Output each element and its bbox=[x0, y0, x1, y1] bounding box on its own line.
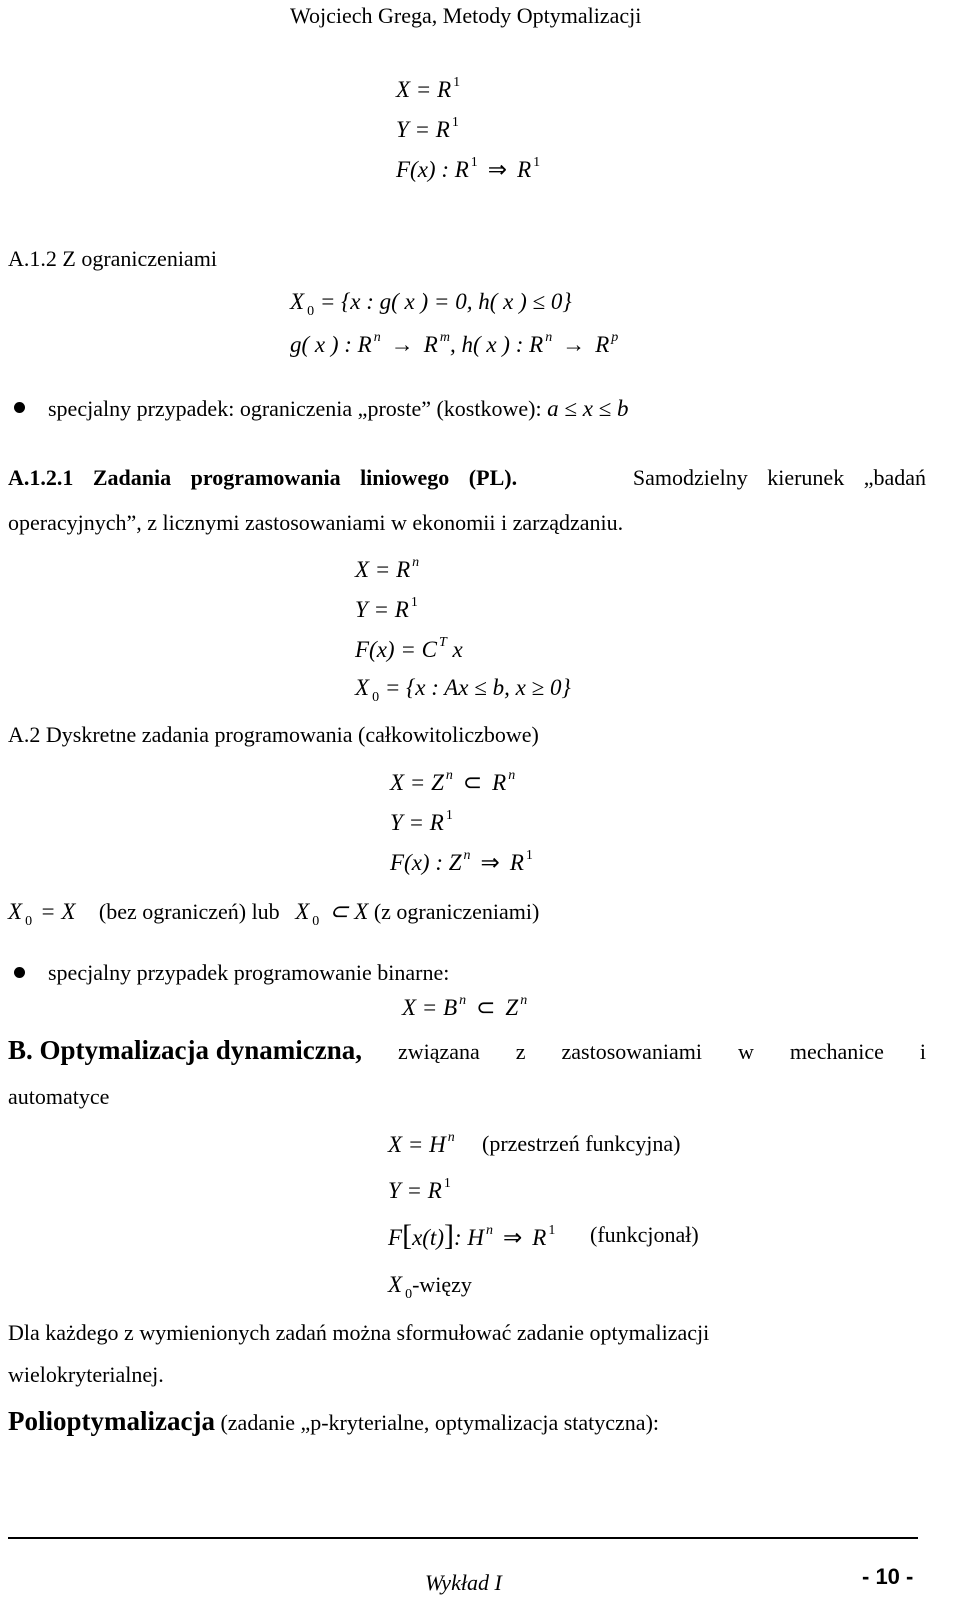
para-multi-line2: wielokryterialnej. bbox=[8, 1362, 164, 1387]
equation-f-mapping: F(x) : R $^1$ ⇒ R $^1$ bbox=[396, 155, 541, 182]
note-function-space: (przestrzeń funkcyjna) bbox=[482, 1131, 681, 1156]
equation-y-r1-disc: Y = R $^1$ bbox=[390, 808, 453, 835]
section-a121-line1 bbox=[8, 467, 926, 489]
equation-x-zn: X = Z $^n$ ⊂ R $^n$ bbox=[390, 768, 516, 795]
bullet-box-constraints: specjalny przypadek: ograniczenia „proste” (kostkowe): a ≤ x ≤ b bbox=[48, 396, 629, 421]
section-b-word: w bbox=[737, 1039, 754, 1064]
section-a121-line2: operacyjnych”, z licznymi zastosowaniami w ekonomii i zarządzaniu. bbox=[8, 510, 624, 535]
equation-binary: X = B $^n$ ⊂ Z $^n$ bbox=[402, 993, 528, 1020]
equation-f-zn: F(x) : Z $^n$ ⇒ R $^1$ bbox=[390, 848, 533, 875]
equation-x-rn: X = R $^n$ bbox=[355, 555, 420, 582]
note-functional: (funkcjonał) bbox=[590, 1222, 699, 1247]
equation-f-ctx: F(x) = C $^T$ x bbox=[355, 635, 463, 662]
section-b-word: mechanice bbox=[789, 1039, 884, 1064]
equation-y-r1-pl: Y = R $^1$ bbox=[355, 595, 418, 622]
section-b-word: i bbox=[919, 1039, 926, 1064]
section-b-word: zastosowaniami bbox=[561, 1039, 703, 1064]
footer-page-number: - 10 - bbox=[862, 1564, 914, 1589]
para-multi-line1: Dla każdego z wymienionych zadań można sformułować zadanie optymalizacji bbox=[8, 1320, 710, 1345]
bullet-binary: specjalny przypadek programowanie binarne: bbox=[48, 960, 450, 985]
section-b-word: związana bbox=[397, 1039, 480, 1064]
section-a121-title: A.1.2.1 Zadania programowania liniowego (PL). bbox=[8, 465, 518, 490]
equation-x-hn: X = H $^n$ bbox=[388, 1130, 455, 1157]
constraints-line: X $_0$ = X (bez ograniczeń) lub X $_0$ ⊂ X (z ograniczeniami) bbox=[8, 899, 540, 929]
equation-g-h-mapping: g( x ) : R $^n$ → R $^m$, h( x ) : R $^n$ → R $^p$ bbox=[290, 330, 619, 357]
section-a121-text: Samodzielny kierunek „badań bbox=[632, 465, 926, 490]
bullet-dot bbox=[14, 402, 25, 413]
section-b-line2: automatyce bbox=[8, 1084, 110, 1109]
equation-y-r1-dyn: Y = R $^1$ bbox=[388, 1176, 451, 1203]
equation-y-r1: Y = R $^1$ bbox=[396, 115, 459, 142]
footer-lecture: Wykład I bbox=[425, 1570, 502, 1595]
bullet-dot bbox=[14, 967, 25, 978]
section-b-title: B. Optymalizacja dynamiczna, bbox=[8, 1035, 362, 1065]
equation-x-r1: X = R $^1$ bbox=[396, 75, 461, 102]
equation-x0-constraints: X $_0$-więzy bbox=[388, 1272, 472, 1302]
section-a2-title: A.2 Dyskretne zadania programowania (całkowitoliczbowe) bbox=[8, 722, 539, 747]
page-header: Wojciech Grega, Metody Optymalizacji bbox=[290, 3, 642, 28]
polioptymalizacja-title: Polioptymalizacja bbox=[8, 1406, 215, 1436]
polioptymalizacja-line bbox=[8, 1408, 659, 1435]
equation-x0-pl: X $_0$ = {x : Ax ≤ b, x ≥ 0} bbox=[355, 675, 571, 705]
polioptymalizacja-desc: (zadanie „p-kryterialne, optymalizacja statyczna): bbox=[214, 1410, 660, 1435]
footer-divider bbox=[8, 1537, 918, 1539]
equation-x0-set: X $_0$ = {x : g( x ) = 0, h( x ) ≤ 0} bbox=[290, 289, 572, 319]
section-b-line1 bbox=[8, 1037, 926, 1064]
equation-functional: F[x(t)]: H $^n$ ⇒ R $^1$ bbox=[388, 1219, 556, 1252]
section-a12-title: A.1.2 Z ograniczeniami bbox=[8, 246, 217, 271]
section-b-word: z bbox=[515, 1039, 526, 1064]
